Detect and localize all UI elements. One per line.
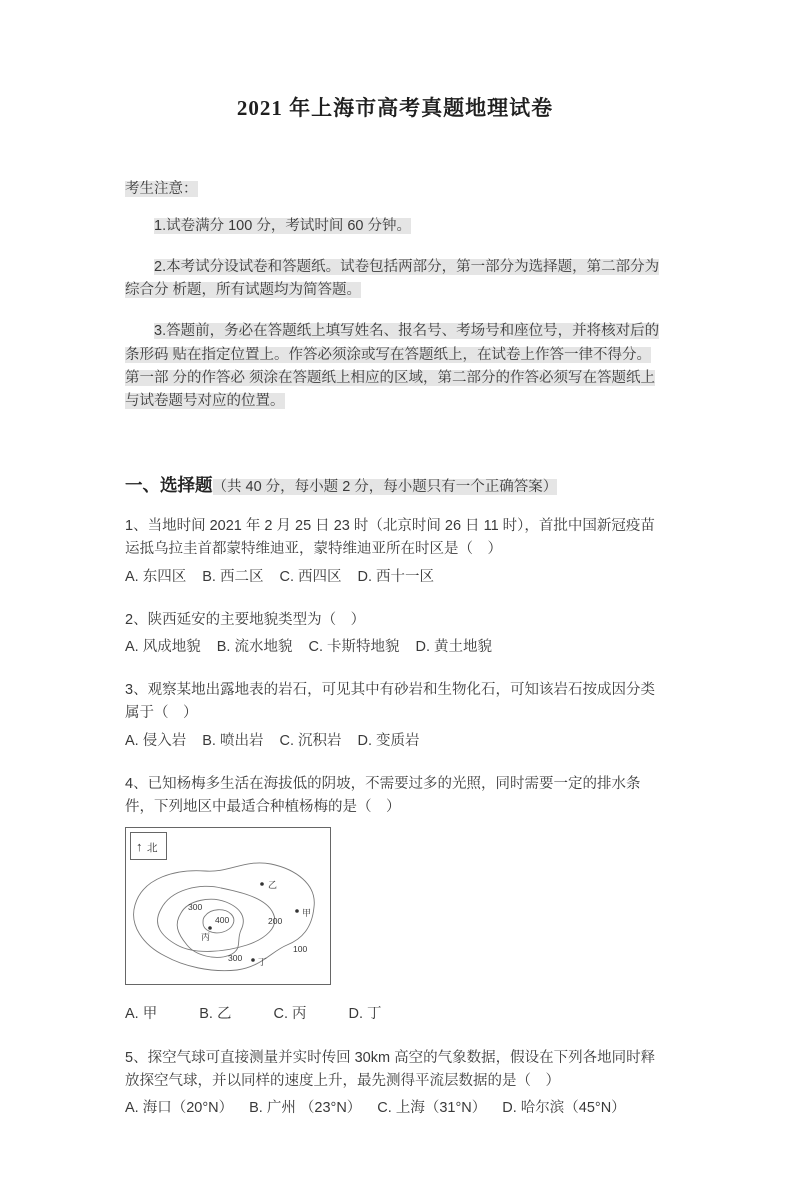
point-label-jia: 甲: [302, 908, 312, 919]
contour-label-100: 100: [293, 944, 308, 955]
section-subtitle: （共 40 分，每小题 2 分，每小题只有一个正确答案）: [212, 479, 558, 496]
notice-item-2-text: 2.本考试分设试卷和答题纸。试卷包括两部分，第一部分为选择题，第二部分为综合分 析题，所有试题均为简答题。: [125, 258, 660, 299]
contour-label-400: 400: [215, 915, 230, 926]
point-label-ding: 丁: [258, 957, 268, 968]
contour-label-200: 200: [268, 916, 283, 927]
notice-item-3: [125, 320, 665, 413]
contour-label-300-bottom: 300: [228, 953, 243, 964]
question-5-option-b: B. 广州 （23°N）: [249, 1099, 362, 1116]
point-dot-bing: [208, 926, 212, 930]
question-1-option-d: D. 西十一区: [357, 568, 435, 585]
question-2-option-d: D. 黄土地貌: [415, 639, 493, 656]
question-3-option-a: A. 侵入岩: [125, 732, 187, 749]
point-dot-jia: [295, 909, 299, 913]
question-5-option-a: A. 海口（20°N）: [125, 1099, 234, 1116]
notice-heading: [125, 178, 665, 201]
question-2-stem: 2、陕西延安的主要地貌类型为（ ）: [125, 611, 366, 628]
question-4-options: [125, 1003, 665, 1026]
contour-map: [125, 827, 331, 985]
north-box: [131, 833, 167, 860]
question-4-stem: 4、已知杨梅多生活在海拔低的阴坡，不需要过多的光照，同时需要一定的排水条件，下列地区中最适合种植杨梅的是（ ）: [125, 775, 641, 815]
point-dot-yi: [260, 882, 264, 886]
question-4-option-d: D. 丁: [348, 1006, 382, 1023]
question-3-option-c: C. 沉积岩: [279, 732, 342, 749]
notice-item-3-text: 3.答题前，务必在答题纸上填写姓名、报名号、考场号和座位号，并将核对后的条形码 贴在指定位置上。作答必须涂或写在答题纸上，在试卷上作答一律不得分。第一部 分的作答必 须涂在答题纸上相应的区域，第二部分的作答必须写在答题纸上与试卷题号对应的位置。: [125, 323, 660, 409]
question-4: [125, 773, 665, 1027]
question-2-option-b: B. 流水地貌: [216, 639, 293, 656]
notice-item-1-text: 1.试卷满分 100 分，考试时间 60 分钟。: [154, 217, 412, 234]
notice-heading-text: 考生注意：: [125, 180, 198, 197]
contour-map-figure: [125, 827, 665, 993]
question-1: [125, 515, 665, 589]
question-3: [125, 679, 665, 753]
contour-label-300-top: 300: [188, 902, 203, 913]
question-5-options: [125, 1097, 665, 1120]
question-1-options: [125, 566, 665, 589]
question-1-option-c: C. 西四区: [279, 568, 342, 585]
question-5-option-c: C. 上海（31°N）: [377, 1099, 487, 1116]
question-4-option-b: B. 乙: [199, 1006, 232, 1023]
page-title: 2021 年上海市高考真题地理试卷: [236, 96, 554, 120]
point-label-bing: 丙: [201, 932, 211, 943]
point-dot-ding: [251, 958, 255, 962]
question-3-option-b: B. 喷出岩: [202, 732, 264, 749]
north-label: 北: [147, 842, 158, 855]
notice-item-1: [125, 215, 665, 238]
question-2-options: [125, 636, 665, 659]
notice-item-2: [125, 256, 665, 302]
question-5-stem: 5、探空气球可直接测量并实时传回 30km 高空的气象数据，假设在下列各地同时释放探空气球，并以同样的速度上升，最先测得平流层数据的是（ ）: [125, 1049, 656, 1089]
question-4-option-c: C. 丙: [273, 1006, 307, 1023]
question-1-stem: 1、当地时间 2021 年 2 月 25 日 23 时（北京时间 26 日 11 时），首批中国新冠疫苗运抵乌拉圭首都蒙特维迪亚，蒙特维迪亚所在时区是（ ）: [125, 518, 655, 558]
question-2-option-c: C. 卡斯特地貌: [308, 639, 400, 656]
question-2: [125, 609, 665, 659]
question-3-option-d: D. 变质岩: [357, 732, 420, 749]
question-5: [125, 1047, 665, 1121]
section-heading: [125, 471, 665, 499]
section-title: 一、选择题: [125, 475, 213, 496]
question-1-option-b: B. 西二区: [202, 568, 264, 585]
north-arrow-icon: ↑: [136, 839, 143, 855]
question-1-option-a: A. 东四区: [125, 568, 187, 585]
question-3-stem: 3、观察某地出露地表的岩石，可见其中有砂岩和生物化石，可知该岩石按成因分类属于（ ）: [125, 682, 656, 722]
question-3-options: [125, 730, 665, 753]
point-label-yi: 乙: [268, 880, 278, 891]
question-4-option-a: A. 甲: [125, 1006, 158, 1023]
question-2-option-a: A. 风成地貌: [125, 639, 201, 656]
question-5-option-d: D. 哈尔滨（45°N）: [502, 1099, 626, 1116]
